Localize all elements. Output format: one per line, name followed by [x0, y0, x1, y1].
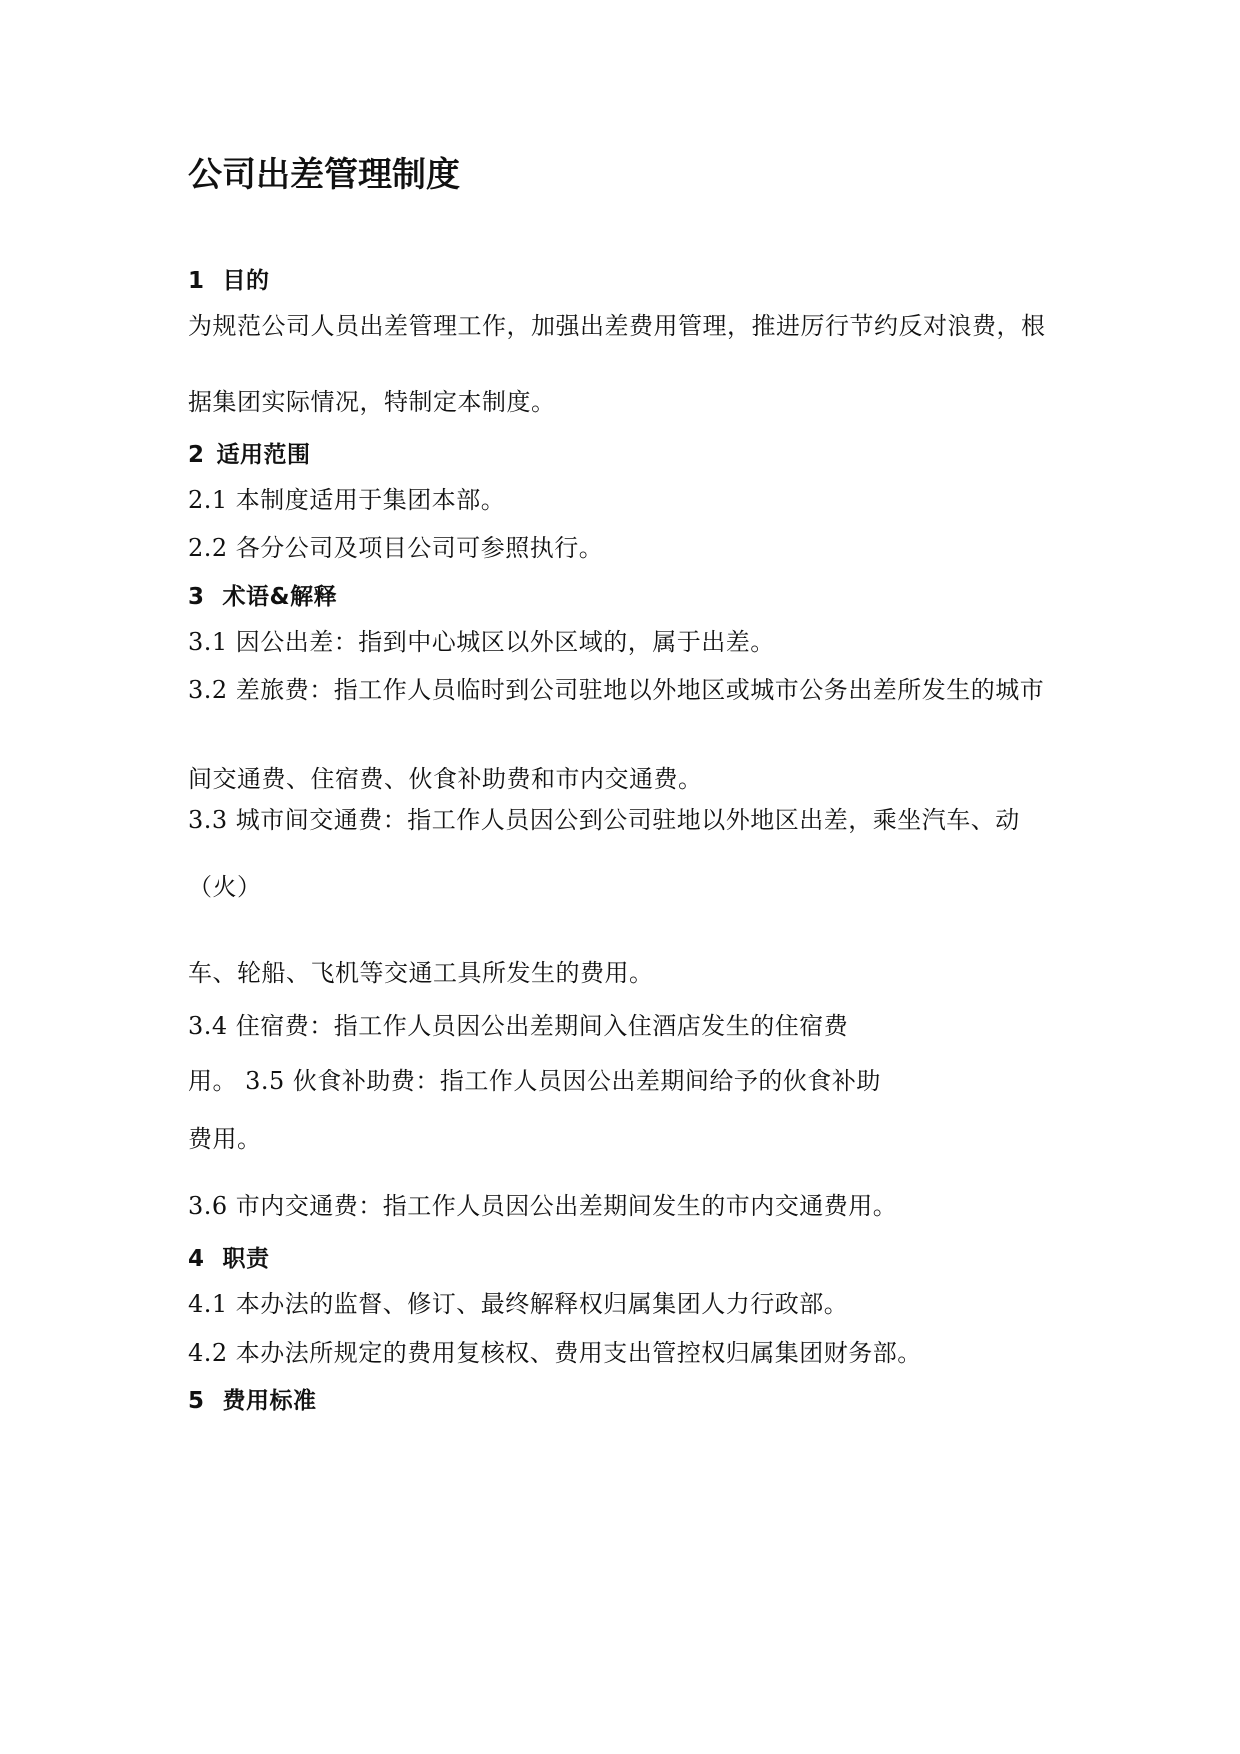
section-title: 目的: [222, 268, 270, 294]
paragraph-line: 费用。: [188, 1125, 262, 1153]
section-number: 3: [188, 584, 205, 610]
section-number: 1: [188, 268, 205, 294]
paragraph-line: 间交通费、住宿费、伙食补助费和市内交通费。: [188, 765, 703, 793]
section-title: 适用范围: [216, 442, 311, 468]
paragraph-line: 车、轮船、飞机等交通工具所发生的费用。: [188, 959, 654, 987]
paragraph-line: 2.1 本制度适用于集团本部。: [188, 486, 506, 514]
section-4-heading: [188, 1244, 270, 1274]
paragraph-line: 4.2 本办法所规定的费用复核权、费用支出管控权归属集团财务部。: [188, 1339, 922, 1367]
paragraph-line: （火）: [188, 873, 262, 901]
section-title: 费用标准: [222, 1388, 317, 1414]
paragraph-line: 为规范公司人员出差管理工作，加强出差费用管理，推进厉行节约反对浪费，根: [188, 312, 1046, 340]
section-title: 术语&解释: [222, 584, 338, 610]
paragraph-line: 3.1 因公出差：指到中心城区以外区域的，属于出差。: [188, 628, 775, 656]
paragraph-line: 3.3 城市间交通费：指工作人员因公到公司驻地以外地区出差，乘坐汽车、动: [188, 806, 1020, 834]
paragraph-line: 3.2 差旅费：指工作人员临时到公司驻地以外地区或城市公务出差所发生的城市: [188, 676, 1045, 704]
paragraph-line: 2.2 各分公司及项目公司可参照执行。: [188, 534, 604, 562]
paragraph-line: 用。 3.5 伙食补助费：指工作人员因公出差期间给予的伙食补助: [188, 1067, 881, 1095]
section-title: 职责: [222, 1246, 270, 1272]
paragraph-line: 据集团实际情况，特制定本制度。: [188, 388, 556, 416]
paragraph-line: 4.1 本办法的监督、修订、最终解释权归属集团人力行政部。: [188, 1290, 849, 1318]
section-5-heading: [188, 1386, 317, 1416]
section-3-heading: [188, 582, 337, 612]
paragraph-line: 3.4 住宿费：指工作人员因公出差期间入住酒店发生的住宿费: [188, 1012, 849, 1040]
section-number: 5: [188, 1388, 205, 1414]
section-number: 2: [188, 442, 205, 468]
document-title: 公司出差管理制度: [188, 155, 460, 195]
paragraph-line: 3.6 市内交通费：指工作人员因公出差期间发生的市内交通费用。: [188, 1192, 898, 1220]
section-1-heading: [188, 266, 270, 296]
section-2-heading: [188, 440, 311, 470]
section-number: 4: [188, 1246, 205, 1272]
